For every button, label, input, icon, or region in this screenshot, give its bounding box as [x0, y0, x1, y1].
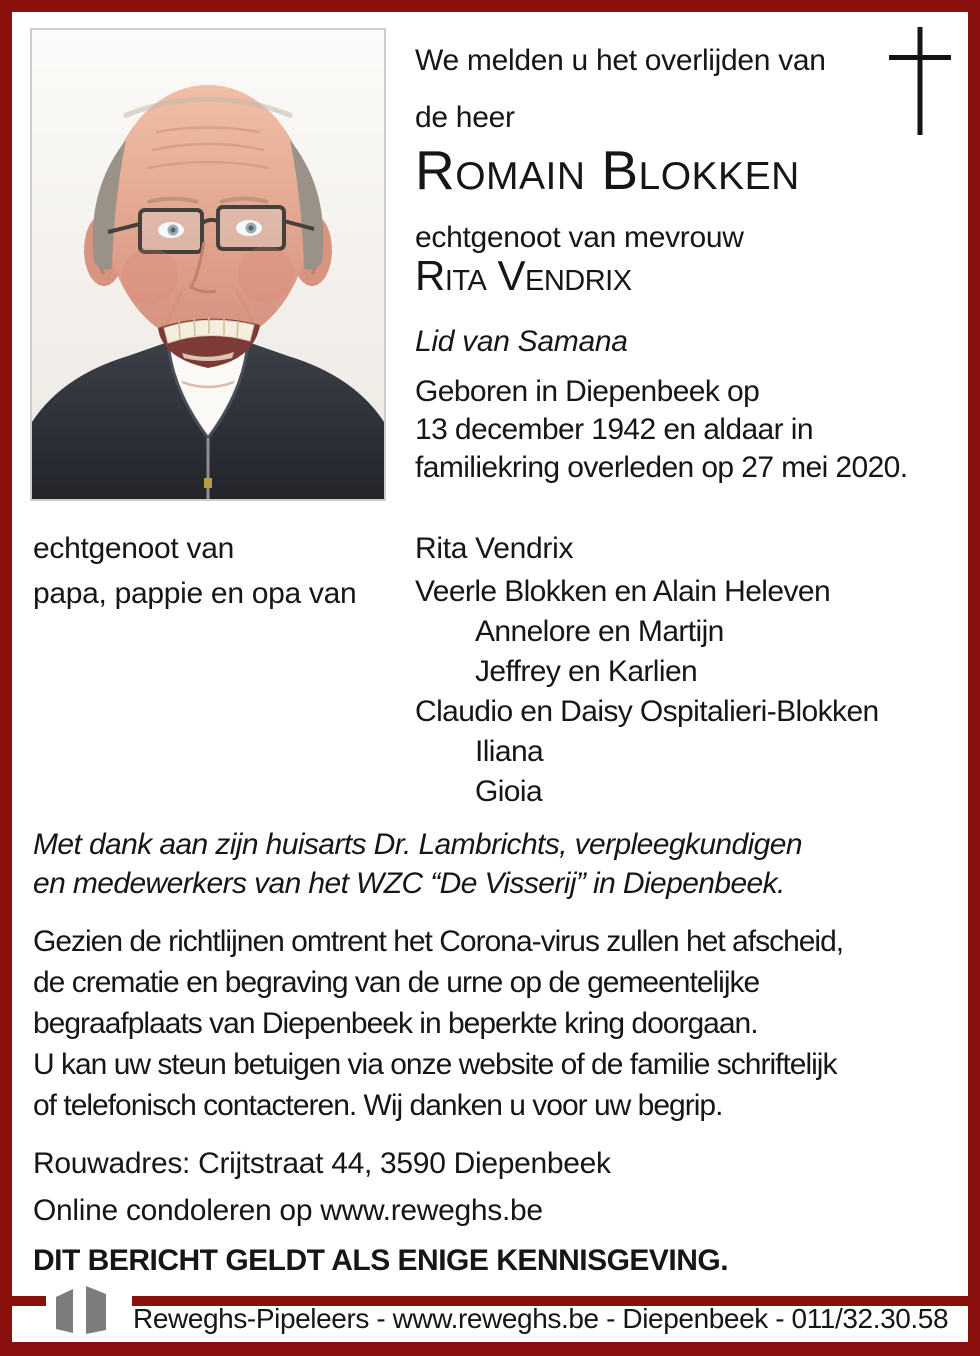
family-child: Iliana: [475, 735, 544, 768]
page-border-top: [0, 0, 980, 12]
membership-line: Lid van Samana: [415, 325, 628, 358]
thanks-line: en medewerkers van het WZC “De Visserij” in Diepenbeek.: [33, 867, 785, 900]
page-border-bottom: [0, 1342, 980, 1356]
thanks-line: Met dank aan zijn huisarts Dr. Lambrichts, verpleegkundigen: [33, 828, 802, 861]
portrait-photo: [30, 28, 386, 501]
family-child: Claudio en Daisy Ospitalieri-Blokken: [415, 695, 879, 728]
reweghs-logo-icon: [56, 1286, 108, 1336]
life-dates-block: [415, 373, 908, 487]
corona-line: de crematie en begraving van de urne op de gemeentelijke: [33, 966, 760, 999]
thanks-paragraph: [33, 825, 802, 903]
life-line: familiekring overleden op 27 mei 2020.: [415, 451, 908, 484]
corona-line: begraafplaats van Diepenbeek in beperkte kring doorgaan.: [33, 1007, 758, 1040]
life-line: Geboren in Diepenbeek op: [415, 375, 760, 408]
family-value-spouse: Rita Vendrix: [415, 532, 574, 565]
reweghs-logo: [46, 1282, 132, 1342]
family-child: Annelore en Martijn: [475, 615, 724, 648]
online-condolence-line: Online condoleren op www.reweghs.be: [33, 1194, 543, 1227]
corona-line: of telefonisch contacteren. Wij danken u voor uw begrip.: [33, 1089, 723, 1122]
family-children-block: [415, 572, 879, 812]
family-child: Jeffrey en Karlien: [475, 655, 698, 688]
corona-line: U kan uw steun betuigen via onze website of de familie schriftelijk: [33, 1048, 837, 1081]
life-line: 13 december 1942 en aldaar in: [415, 413, 813, 446]
spouse-intro: echtgenoot van mevrouw: [415, 221, 744, 254]
spouse-name: Rita Vendrix: [415, 252, 632, 299]
page-border-right: [968, 0, 980, 1356]
page-border-left: [0, 0, 12, 1356]
salutation: de heer: [415, 101, 515, 134]
single-notice-statement: DIT BERICHT GELDT ALS ENIGE KENNISGEVING.: [33, 1244, 729, 1277]
family-label-children: papa, pappie en opa van: [33, 577, 357, 610]
footer-contact-line: Reweghs-Pipeleers - www.reweghs.be - Diepenbeek - 011/32.30.58: [133, 1303, 949, 1334]
announcement-intro: We melden u het overlijden van: [415, 44, 826, 77]
family-label-spouse: echtgenoot van: [33, 532, 234, 565]
corona-paragraph: [33, 921, 843, 1126]
family-child: Veerle Blokken en Alain Heleven: [415, 575, 831, 608]
cross-icon: [886, 27, 954, 137]
mourning-address: Rouwadres: Crijtstraat 44, 3590 Diepenbeek: [33, 1147, 611, 1180]
family-child: Gioia: [475, 775, 543, 808]
deceased-name: Romain Blokken: [415, 139, 800, 201]
corona-line: Gezien de richtlijnen omtrent het Corona-virus zullen het afscheid,: [33, 925, 844, 958]
